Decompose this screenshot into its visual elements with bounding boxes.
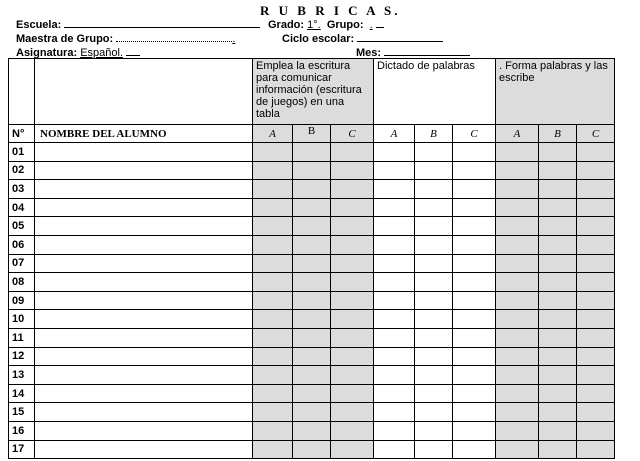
score-cell[interactable] — [496, 421, 539, 440]
row-number: 09 — [9, 291, 35, 310]
row-number: 15 — [9, 403, 35, 422]
table-row — [9, 328, 615, 347]
score-cell[interactable] — [415, 143, 453, 162]
table-row — [9, 254, 615, 273]
maestra-label: Maestra de Grupo: — [16, 33, 114, 45]
score-cell[interactable] — [253, 291, 293, 310]
score-cell[interactable] — [496, 366, 539, 385]
score-cell[interactable] — [415, 254, 453, 273]
asignatura-line — [16, 45, 140, 59]
maestra-blank[interactable] — [116, 31, 232, 42]
score-cell[interactable] — [415, 198, 453, 217]
score-cell[interactable] — [253, 180, 293, 199]
score-cell[interactable] — [539, 347, 577, 366]
score-cell[interactable] — [415, 217, 453, 236]
score-cell[interactable] — [577, 180, 615, 199]
grupo-value: . — [369, 19, 373, 31]
score-cell[interactable] — [415, 310, 453, 329]
row-number: 10 — [9, 310, 35, 329]
score-cell[interactable] — [293, 440, 331, 459]
score-cell[interactable] — [374, 143, 415, 162]
score-cell[interactable] — [496, 180, 539, 199]
header-blank-num — [9, 59, 35, 125]
score-cell[interactable] — [331, 310, 374, 329]
score-cell[interactable] — [293, 328, 331, 347]
row-number: 01 — [9, 143, 35, 162]
score-cell[interactable] — [496, 235, 539, 254]
criterion-2-level-c: C — [453, 125, 496, 143]
score-cell[interactable] — [293, 421, 331, 440]
score-cell[interactable] — [293, 198, 331, 217]
score-cell[interactable] — [253, 143, 293, 162]
criterion-1-level-b: B — [293, 125, 331, 143]
rubric-table — [8, 58, 615, 459]
table-row — [9, 143, 615, 162]
score-cell[interactable] — [374, 366, 415, 385]
score-cell[interactable] — [577, 143, 615, 162]
score-cell[interactable] — [453, 291, 496, 310]
score-cell[interactable] — [453, 440, 496, 459]
score-cell[interactable] — [453, 254, 496, 273]
row-number: 11 — [9, 328, 35, 347]
table-row — [9, 217, 615, 236]
asignatura-value: Español. — [80, 47, 123, 59]
score-cell[interactable] — [496, 143, 539, 162]
ciclo-line — [282, 31, 443, 45]
score-cell[interactable] — [253, 384, 293, 403]
score-cell[interactable] — [374, 403, 415, 422]
score-cell[interactable] — [293, 384, 331, 403]
score-cell[interactable] — [374, 180, 415, 199]
student-name-cell[interactable] — [35, 143, 253, 162]
score-cell[interactable] — [253, 440, 293, 459]
table-row — [9, 384, 615, 403]
num-header: N° — [9, 125, 35, 143]
criterion-2-level-b: B — [415, 125, 453, 143]
score-cell[interactable] — [539, 235, 577, 254]
score-cell[interactable] — [496, 198, 539, 217]
score-cell[interactable] — [331, 384, 374, 403]
score-cell[interactable] — [374, 328, 415, 347]
score-cell[interactable] — [331, 291, 374, 310]
score-cell[interactable] — [331, 328, 374, 347]
row-number: 04 — [9, 198, 35, 217]
score-cell[interactable] — [293, 180, 331, 199]
score-cell[interactable] — [331, 180, 374, 199]
row-number: 17 — [9, 440, 35, 459]
score-cell[interactable] — [496, 291, 539, 310]
score-cell[interactable] — [453, 143, 496, 162]
score-cell[interactable] — [496, 310, 539, 329]
asignatura-blank[interactable] — [126, 45, 140, 56]
score-cell[interactable] — [453, 384, 496, 403]
score-cell[interactable] — [496, 273, 539, 292]
table-row — [9, 440, 615, 459]
score-cell[interactable] — [253, 347, 293, 366]
score-cell[interactable] — [577, 440, 615, 459]
score-cell[interactable] — [374, 235, 415, 254]
score-cell[interactable] — [253, 403, 293, 422]
student-name-cell[interactable] — [35, 440, 253, 459]
row-number: 05 — [9, 217, 35, 236]
score-cell[interactable] — [415, 384, 453, 403]
score-cell[interactable] — [453, 180, 496, 199]
score-cell[interactable] — [453, 403, 496, 422]
score-cell[interactable] — [539, 254, 577, 273]
criterion-1-level-a: A — [253, 125, 293, 143]
score-cell[interactable] — [539, 291, 577, 310]
score-cell[interactable] — [496, 328, 539, 347]
table-row — [9, 421, 615, 440]
student-name-cell[interactable] — [35, 421, 253, 440]
score-cell[interactable] — [453, 310, 496, 329]
score-cell[interactable] — [453, 161, 496, 180]
score-cell[interactable] — [577, 235, 615, 254]
score-cell[interactable] — [331, 254, 374, 273]
score-cell[interactable] — [331, 143, 374, 162]
score-cell[interactable] — [293, 366, 331, 385]
score-cell[interactable] — [577, 217, 615, 236]
score-cell[interactable] — [577, 273, 615, 292]
document-title: R U B R I C A S. — [260, 3, 401, 18]
score-cell[interactable] — [253, 328, 293, 347]
score-cell[interactable] — [496, 254, 539, 273]
table-row — [9, 198, 615, 217]
score-cell[interactable] — [374, 421, 415, 440]
score-cell[interactable] — [496, 403, 539, 422]
score-cell[interactable] — [539, 143, 577, 162]
score-cell[interactable] — [453, 198, 496, 217]
table-row — [9, 366, 615, 385]
row-number: 12 — [9, 347, 35, 366]
criterion-3: . Forma palabras y las escribe — [496, 59, 615, 125]
row-number: 02 — [9, 161, 35, 180]
score-cell[interactable] — [293, 310, 331, 329]
score-cell[interactable] — [293, 403, 331, 422]
row-number: 14 — [9, 384, 35, 403]
score-cell[interactable] — [453, 217, 496, 236]
score-cell[interactable] — [374, 254, 415, 273]
score-cell[interactable] — [453, 328, 496, 347]
score-cell[interactable] — [331, 440, 374, 459]
row-number: 03 — [9, 180, 35, 199]
score-cell[interactable] — [415, 421, 453, 440]
score-cell[interactable] — [374, 217, 415, 236]
score-cell[interactable] — [496, 347, 539, 366]
score-cell[interactable] — [577, 384, 615, 403]
student-name-cell[interactable] — [35, 235, 253, 254]
score-cell[interactable] — [577, 328, 615, 347]
score-cell[interactable] — [253, 421, 293, 440]
grado-value: 1°. — [307, 19, 321, 31]
grado-line — [268, 17, 384, 31]
criterion-1-level-c: C — [331, 125, 374, 143]
score-cell[interactable] — [253, 273, 293, 292]
score-cell[interactable] — [293, 254, 331, 273]
score-cell[interactable] — [415, 440, 453, 459]
score-cell[interactable] — [253, 235, 293, 254]
criteria-header-row — [9, 59, 615, 125]
score-cell[interactable] — [253, 198, 293, 217]
score-cell[interactable] — [539, 198, 577, 217]
student-name-cell[interactable] — [35, 180, 253, 199]
student-name-cell[interactable] — [35, 384, 253, 403]
score-cell[interactable] — [577, 421, 615, 440]
table-row — [9, 161, 615, 180]
criterion-3-level-a: A — [496, 125, 539, 143]
score-cell[interactable] — [539, 310, 577, 329]
score-cell[interactable] — [293, 217, 331, 236]
score-cell[interactable] — [331, 198, 374, 217]
criterion-2-level-a: A — [374, 125, 415, 143]
score-cell[interactable] — [539, 384, 577, 403]
score-cell[interactable] — [331, 235, 374, 254]
escuela-label: Escuela: — [16, 19, 62, 31]
criterion-2: Dictado de palabras — [374, 59, 496, 125]
mes-line — [356, 45, 470, 59]
student-name-cell[interactable] — [35, 328, 253, 347]
student-rows — [9, 143, 615, 459]
score-cell[interactable] — [539, 366, 577, 385]
score-cell[interactable] — [539, 403, 577, 422]
score-cell[interactable] — [293, 273, 331, 292]
escuela-line — [16, 17, 260, 31]
grupo-label: Grupo: — [326, 19, 364, 31]
score-cell[interactable] — [331, 161, 374, 180]
student-name-cell[interactable] — [35, 217, 253, 236]
grado-label: Grado: — [268, 19, 305, 31]
score-cell[interactable] — [539, 328, 577, 347]
score-cell[interactable] — [577, 403, 615, 422]
student-name-cell[interactable] — [35, 347, 253, 366]
score-cell[interactable] — [415, 235, 453, 254]
row-number: 07 — [9, 254, 35, 273]
table-row — [9, 403, 615, 422]
score-cell[interactable] — [293, 291, 331, 310]
score-cell[interactable] — [331, 217, 374, 236]
score-cell[interactable] — [539, 421, 577, 440]
score-cell[interactable] — [496, 217, 539, 236]
table-row — [9, 180, 615, 199]
name-header: NOMBRE DEL ALUMNO — [35, 125, 253, 143]
row-number: 06 — [9, 235, 35, 254]
score-cell[interactable] — [577, 254, 615, 273]
score-cell[interactable] — [331, 366, 374, 385]
maestra-line — [16, 31, 235, 45]
score-cell[interactable] — [496, 384, 539, 403]
score-cell[interactable] — [415, 366, 453, 385]
criterion-1: Emplea la escritura para comunicar información (escritura de juegos) en una tabla — [253, 59, 374, 125]
table-row — [9, 235, 615, 254]
score-cell[interactable] — [331, 421, 374, 440]
asignatura-label: Asignatura: — [16, 47, 78, 59]
student-name-cell[interactable] — [35, 310, 253, 329]
row-number: 16 — [9, 421, 35, 440]
score-cell[interactable] — [453, 347, 496, 366]
score-cell[interactable] — [331, 403, 374, 422]
score-cell[interactable] — [253, 254, 293, 273]
score-cell[interactable] — [577, 310, 615, 329]
score-cell[interactable] — [577, 198, 615, 217]
mes-blank[interactable] — [384, 45, 470, 56]
score-cell[interactable] — [415, 328, 453, 347]
score-cell[interactable] — [577, 347, 615, 366]
ciclo-blank[interactable] — [357, 31, 443, 42]
score-cell[interactable] — [374, 310, 415, 329]
header-blank-name — [35, 59, 253, 125]
score-cell[interactable] — [539, 217, 577, 236]
score-cell[interactable] — [253, 161, 293, 180]
table-row — [9, 273, 615, 292]
score-cell[interactable] — [453, 421, 496, 440]
score-cell[interactable] — [539, 161, 577, 180]
score-cell[interactable] — [453, 235, 496, 254]
maestra-value: . — [232, 33, 236, 45]
score-cell[interactable] — [374, 198, 415, 217]
score-cell[interactable] — [293, 347, 331, 366]
escuela-blank[interactable] — [64, 17, 260, 28]
score-cell[interactable] — [577, 161, 615, 180]
score-cell[interactable] — [293, 161, 331, 180]
score-cell[interactable] — [453, 273, 496, 292]
row-number: 13 — [9, 366, 35, 385]
score-cell[interactable] — [496, 161, 539, 180]
student-name-cell[interactable] — [35, 291, 253, 310]
score-cell[interactable] — [293, 235, 331, 254]
score-cell[interactable] — [331, 347, 374, 366]
score-cell[interactable] — [577, 291, 615, 310]
score-cell[interactable] — [293, 143, 331, 162]
score-cell[interactable] — [374, 347, 415, 366]
table-row — [9, 291, 615, 310]
score-cell[interactable] — [253, 366, 293, 385]
student-name-cell[interactable] — [35, 403, 253, 422]
score-cell[interactable] — [577, 366, 615, 385]
student-name-cell[interactable] — [35, 198, 253, 217]
row-number: 08 — [9, 273, 35, 292]
score-cell[interactable] — [496, 440, 539, 459]
score-cell[interactable] — [453, 366, 496, 385]
score-cell[interactable] — [374, 161, 415, 180]
score-cell[interactable] — [331, 273, 374, 292]
score-cell[interactable] — [374, 384, 415, 403]
grupo-blank[interactable] — [376, 17, 384, 28]
score-cell[interactable] — [539, 440, 577, 459]
score-cell[interactable] — [374, 291, 415, 310]
score-cell[interactable] — [539, 180, 577, 199]
score-cell[interactable] — [253, 217, 293, 236]
table-row — [9, 310, 615, 329]
score-cell[interactable] — [374, 273, 415, 292]
level-header-row — [9, 125, 615, 143]
score-cell[interactable] — [415, 291, 453, 310]
mes-label: Mes: — [356, 47, 382, 59]
student-name-cell[interactable] — [35, 254, 253, 273]
score-cell[interactable] — [374, 440, 415, 459]
criterion-3-level-c: C — [577, 125, 615, 143]
student-name-cell[interactable] — [35, 273, 253, 292]
score-cell[interactable] — [539, 273, 577, 292]
table-row — [9, 347, 615, 366]
score-cell[interactable] — [415, 161, 453, 180]
student-name-cell[interactable] — [35, 366, 253, 385]
score-cell[interactable] — [415, 180, 453, 199]
ciclo-label: Ciclo escolar: — [282, 33, 355, 45]
score-cell[interactable] — [415, 403, 453, 422]
score-cell[interactable] — [415, 273, 453, 292]
student-name-cell[interactable] — [35, 161, 253, 180]
score-cell[interactable] — [415, 347, 453, 366]
score-cell[interactable] — [253, 310, 293, 329]
criterion-3-level-b: B — [539, 125, 577, 143]
